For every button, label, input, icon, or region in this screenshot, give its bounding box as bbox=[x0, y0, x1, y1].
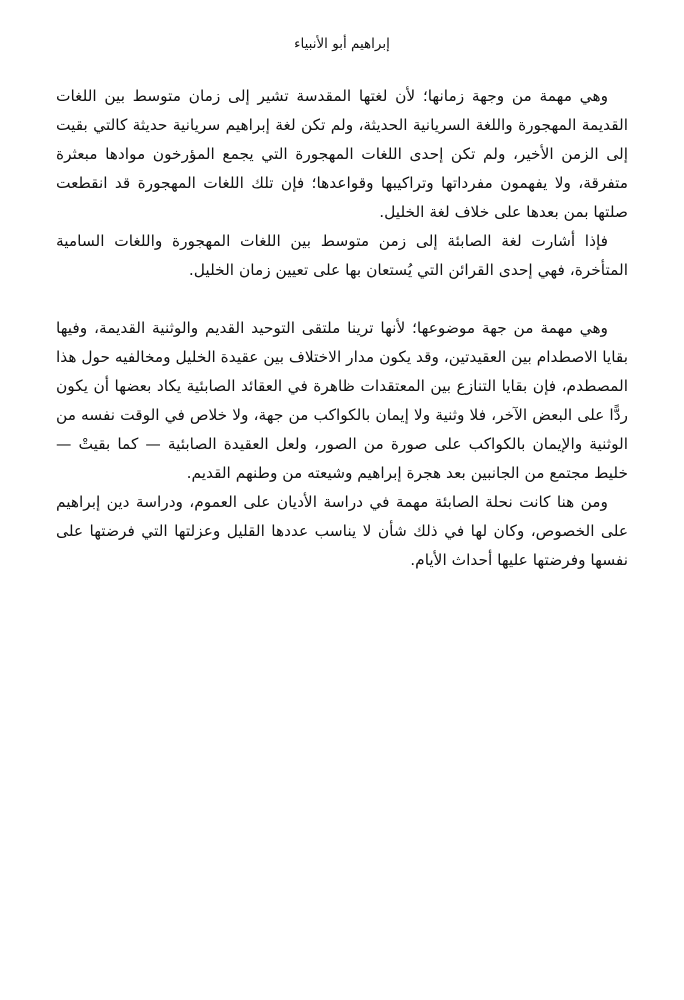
paragraph-subject-importance: وهي مهمة من جهة موضوعها؛ لأنها ترينا ملتقى التوحيد القديم والوثنية القديمة، وفيها بقايا الاصطدام بين العقيدتين، وقد يكون مدار الاختلاف بين عقيدة الخليل ومخالفيه حول هذا المصطدم، فإن بقايا التنازع بين المعتقدات ظاهرة في العقائد الصابئية يكاد بعضها أن يكون ردًّا على البعض الآخر، فلا وثنية ولا إيمان بالكواكب من جهة، ولا خلاص في الوقت نفسه من الوثنية والإيمان بالكواكب على صورة من الصور، ولعل العقيدة الصابئية — كما بقيتْ — خليط مجتمع من الجانبين بعد هجرة إبراهيم وشيعته من وطنهم القديم. bbox=[56, 319, 628, 482]
running-header: إبراهيم أبو الأنبياء bbox=[294, 36, 390, 52]
body-text bbox=[56, 82, 628, 575]
paragraph-language-evidence: فإذا أشارت لغة الصابئة إلى زمن متوسط بين اللغات المهجورة واللغات السامية المتأخرة، فهي إحدى القرائن التي يُستعان بها على تعيين زمان الخليل. bbox=[56, 232, 628, 279]
paragraph-language-era: وهي مهمة من وجهة زمانها؛ لأن لغتها المقدسة تشير إلى زمان متوسط بين اللغات القديمة المهجورة واللغة السريانية الحديثة، ولم تكن لغة إبراهيم سريانية حديثة كالتي بقيت إلى الزمن الأخير، ولم تكن إحدى اللغات المهجورة التي يجمع المؤرخون موادها مبعثرة متفرقة، ولا يفهمون مفرداتها وتراكيبها وقواعدها؛ فإن تلك اللغات المهجورة قد انقطعت صلتها بمن بعدها على خلاف لغة الخليل. bbox=[56, 87, 628, 221]
section-gap bbox=[56, 285, 628, 314]
paragraph-conclusion: ومن هنا كانت نحلة الصابئة مهمة في دراسة الأديان على العموم، ودراسة دين إبراهيم على الخصوص، وكان لها في ذلك شأن لا يناسب عددها القليل وعزلتها التي فرضتها على نفسها وفرضتها عليها أحداث الأيام. bbox=[56, 493, 628, 569]
